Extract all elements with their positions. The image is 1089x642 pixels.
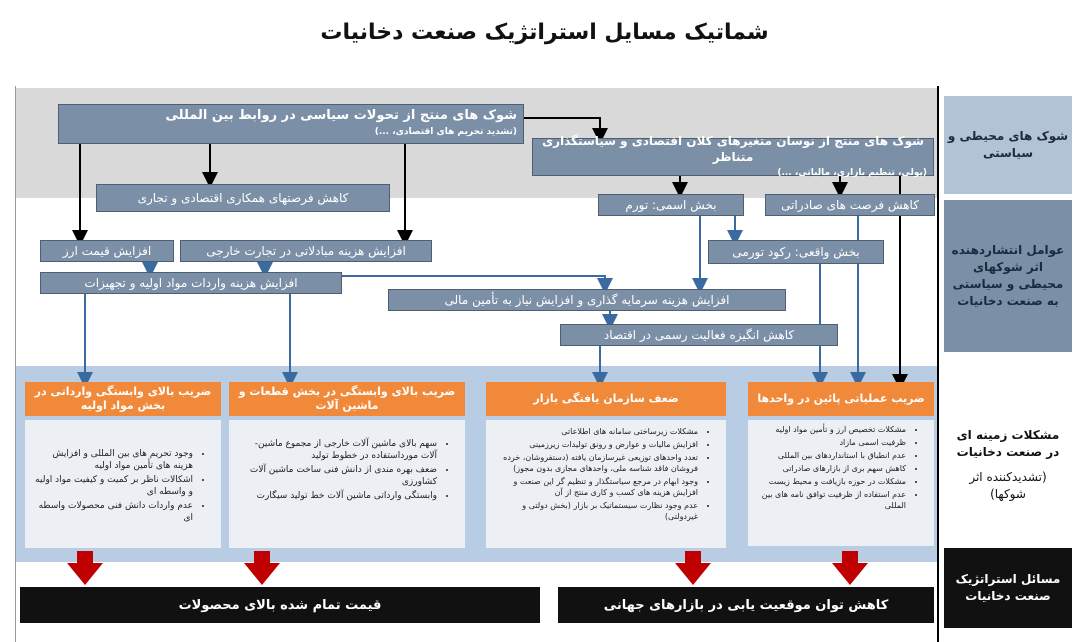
list-item: • وجود تحریم های بین المللی و افزایش هزینه های تأمین مواد اولیه <box>35 448 193 472</box>
problem-header-operational: ضریب عملیاتی پائین در واحدها <box>748 382 934 416</box>
problem-panel-operational <box>748 420 934 546</box>
shock-political <box>58 104 524 144</box>
list-item: • وابستگی وارداتی ماشین آلات خط تولید سیگارت <box>239 490 437 502</box>
problem-header-market: ضعف سازمان یافتگی بازار <box>486 382 726 416</box>
problem-panel-raw <box>25 420 221 548</box>
outcome-price: قیمت تمام شده بالای محصولات <box>20 587 540 623</box>
side-label-strategic-text: مسائل استراتژیک صنعت دخانیات <box>955 572 1061 603</box>
list-item: • عدم انطباق با استانداردهای بین المللی <box>758 450 906 461</box>
side-label-factors-text: عوامل انتشاردهنده اثر شوکهای محیطی و سیاستی به صنعت دخانیات <box>951 243 1065 308</box>
list-item: • اشکالات ناظر بر کمیت و کیفیت مواد اولیه و واسطه ای <box>35 474 193 498</box>
list-item: • ضعف بهره مندی از دانش فنی ساخت ماشین آلات کشاورزی <box>239 464 437 488</box>
list-item: • تعدد واحدهای توزیعی غیرسازمان یافته (دستفروشان، خرده فروشان فاقد شناسه ملی، واحدهای مجازی بدون مجوز) <box>496 452 698 474</box>
problem-header-machinery: ضریب بالای وابستگی در بخش قطعات و ماشین آلات <box>229 382 465 416</box>
problem-panel-market <box>486 420 726 548</box>
problem-header-raw: ضریب بالای وابستگی وارداتی در بخش مواد اولیه <box>25 382 221 416</box>
list-item: • مشکلات در حوزه بازیافت و محیط زیست <box>758 476 906 487</box>
list-item: • ظرفیت اسمی مازاد <box>758 437 906 448</box>
shock-macro-sub: (پولی، تنظیم بازاری، مالیاتی، ...) <box>777 168 927 178</box>
red-arrow-3 <box>675 551 711 585</box>
factor-fx-increase: افزایش قیمت ارز <box>40 240 174 262</box>
factor-real-stagflation: بخش واقعی: رکود تورمی <box>708 240 884 264</box>
factor-nominal-inflation: بخش اسمی: تورم <box>598 194 744 216</box>
list-item: • عدم وجود نظارت سیستماتیک بر بازار (بخش دولتی و غیردولتی) <box>496 500 698 522</box>
list-item: • کاهش سهم بری از بازارهای صادراتی <box>758 463 906 474</box>
factor-formal-activity: کاهش انگیزه فعالیت رسمی در اقتصاد <box>560 324 838 346</box>
red-arrows <box>67 551 868 585</box>
list-item: • سهم بالای ماشین آلات خارجی از مجموع ماشین-آلات مورداستفاده در خطوط تولید <box>239 438 437 462</box>
list-item: • عدم استفاده از ظرفیت توافق نامه های بین المللی <box>758 489 906 511</box>
factor-exchange-cost: افزایش هزینه مبادلاتی در تجارت خارجی <box>180 240 432 262</box>
red-arrow-1 <box>67 551 103 585</box>
problem-panel-machinery <box>229 420 465 548</box>
factor-import-cost: افزایش هزینه واردات مواد اولیه و تجهیزات <box>40 272 342 294</box>
side-label-shocks-text: شوک های محیطی و سیاستی <box>947 129 1069 160</box>
factor-export-reduction: کاهش فرصت های صادراتی <box>765 194 935 216</box>
shock-political-sub: (تشدید تحریم های اقتصادی، ...) <box>374 127 517 137</box>
factor-investment-cost: افزایش هزینه سرمایه گذاری و افزایش نیاز به تأمین مالی <box>388 289 786 311</box>
shock-macro-title: شوک های منتج از نوسان متغیرهای کلان اقتصادی و سیاستگذاری متناظر <box>542 134 924 164</box>
list-item: • افزایش مالیات و عوارض و رونق تولیدات زیرزمینی <box>496 439 698 450</box>
red-arrow-2 <box>244 551 280 585</box>
shock-macro <box>532 134 934 178</box>
shock-political-title: شوک های منتج از تحولات سیاسی در روابط بین المللی <box>165 108 517 123</box>
page-title: شماتیک مسایل استراتژیک صنعت دخانیات <box>320 20 769 45</box>
side-label-problems-text: مشکلات زمینه ای در صنعت دخانیات <box>956 428 1060 459</box>
side-label-problems-sub: (تشدیدکننده اثر شوکها) <box>969 470 1047 501</box>
list-item: • وجود ابهام در مرجع سیاستگذار و تنظیم گر این صنعت و افزایش هزینه های کسب و کاری منتج از آن <box>496 476 698 498</box>
list-item: • عدم واردات دانش فنی محصولات واسطه ای <box>35 500 193 524</box>
list-item: • مشکلات تخصیص ارز و تأمین مواد اولیه <box>758 424 906 435</box>
list-item: • مشکلات زیرساختی سامانه های اطلاعاتی <box>496 426 698 437</box>
factor-reduce-cooperation: کاهش فرصتهای همکاری اقتصادی و تجاری <box>96 184 390 212</box>
red-arrow-4 <box>832 551 868 585</box>
outcome-global: کاهش توان موقعیت یابی در بازارهای جهانی <box>558 587 934 623</box>
arrow-import-to-investment <box>340 276 605 286</box>
